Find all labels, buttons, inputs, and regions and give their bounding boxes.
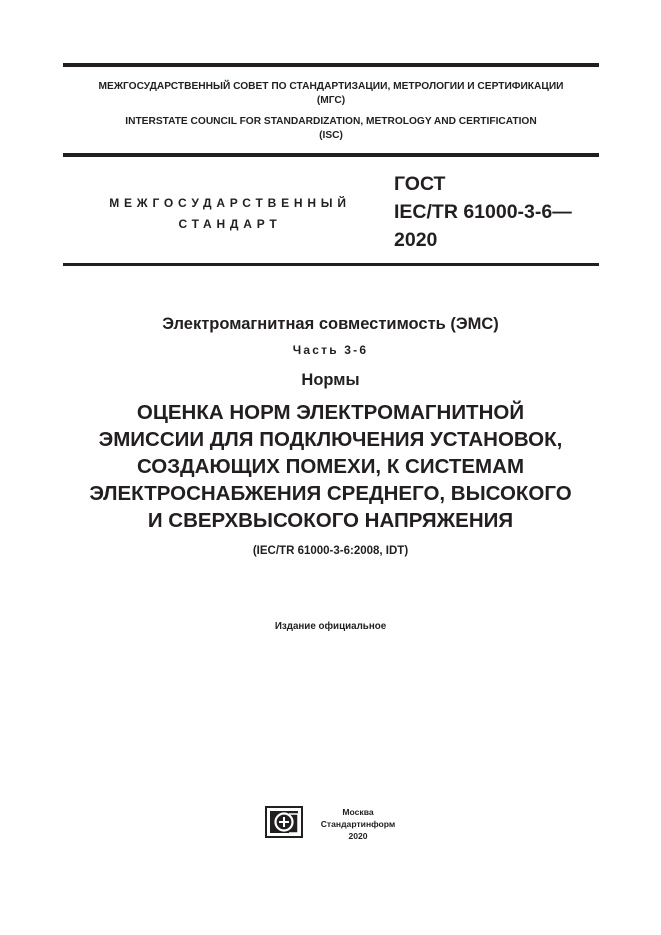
idt-reference: (IEC/TR 61000-3-6:2008, IDT): [252, 545, 409, 557]
middle-rule: [63, 153, 599, 157]
main-title-line: ЭМИССИИ ДЛЯ ПОДКЛЮЧЕНИЯ УСТАНОВОК,: [98, 428, 563, 451]
council-name-en-line: INTERSTATE COUNCIL FOR STANDARDIZATION, METROLOGY AND CERTIFICATION: [125, 116, 537, 127]
council-abbr-en: (ISC): [319, 130, 343, 141]
top-rule: [63, 63, 599, 67]
council-name-en: [63, 115, 599, 143]
main-title-line: И СВЕРХВЫСОКОГО НАПРЯЖЕНИЯ: [147, 509, 514, 532]
publisher-name: Стандартинформ: [320, 819, 396, 829]
gost-designation: [394, 170, 572, 254]
main-title-line: ОЦЕНКА НОРМ ЭЛЕКТРОМАГНИТНОЙ: [136, 401, 525, 424]
publisher-year: 2020: [348, 831, 368, 841]
main-title-line: СОЗДАЮЩИХ ПОМЕХИ, К СИСТЕМАМ: [136, 455, 525, 478]
council-name-ru-line: МЕЖГОСУДАРСТВЕННЫЙ СОВЕТ ПО СТАНДАРТИЗАЦИИ, МЕТРОЛОГИИ И СЕРТИФИКАЦИИ: [98, 81, 564, 92]
main-title-line: ЭЛЕКТРОСНАБЖЕНИЯ СРЕДНЕГО, ВЫСОКОГО: [89, 482, 572, 505]
standard-kind: [95, 193, 365, 235]
standartinform-logo-icon: [265, 806, 303, 838]
document-section: Нормы: [301, 371, 360, 389]
standard-kind-line2: СТАНДАРТ: [178, 217, 282, 231]
publisher-block: [310, 806, 406, 842]
edition-note: Издание официальное: [274, 621, 387, 632]
document-part: Часть 3-6: [292, 343, 369, 357]
council-abbr-ru: (МГС): [316, 95, 346, 106]
gost-number: IEC/TR 61000-3-6—: [394, 201, 572, 223]
gost-label: ГОСТ: [394, 173, 446, 195]
publisher-city: Москва: [342, 807, 374, 817]
council-name-ru: [63, 80, 599, 108]
document-subject: Электромагнитная совместимость (ЭМС): [162, 315, 499, 333]
standard-kind-line1: МЕЖГОСУДАРСТВЕННЫЙ: [109, 196, 351, 210]
gost-year: 2020: [394, 229, 438, 251]
bottom-rule: [63, 263, 599, 266]
document-main-title: [40, 399, 621, 534]
